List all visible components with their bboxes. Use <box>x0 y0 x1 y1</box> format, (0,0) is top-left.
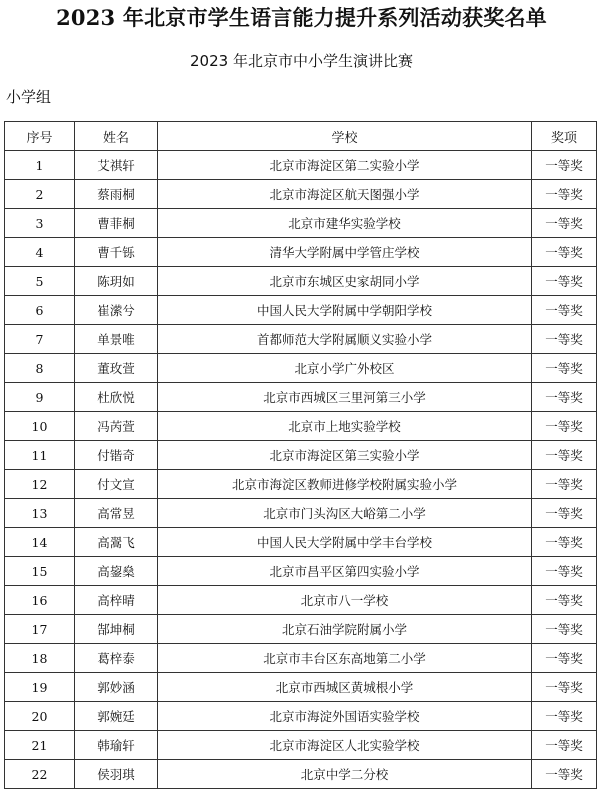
table-row <box>5 499 597 528</box>
cell-no: 3 <box>5 209 75 238</box>
table-row <box>5 615 597 644</box>
cell-award: 一等奖 <box>532 615 597 644</box>
cell-no: 10 <box>5 412 75 441</box>
section-label: 小学组 <box>6 88 52 106</box>
cell-school: 北京市门头沟区大峪第二小学 <box>158 499 532 528</box>
cell-award: 一等奖 <box>532 557 597 586</box>
cell-school: 北京市海淀区航天图强小学 <box>158 180 532 209</box>
table-row <box>5 731 597 760</box>
cell-school: 北京市海淀区人北实验学校 <box>158 731 532 760</box>
cell-name: 董玫萱 <box>75 354 158 383</box>
cell-name: 曹菲桐 <box>75 209 158 238</box>
cell-no: 18 <box>5 644 75 673</box>
cell-school: 中国人民大学附属中学朝阳学校 <box>158 296 532 325</box>
cell-name: 杜欣悦 <box>75 383 158 412</box>
cell-name: 冯芮萱 <box>75 412 158 441</box>
cell-no: 8 <box>5 354 75 383</box>
cell-no: 4 <box>5 238 75 267</box>
cell-school: 北京市海淀外国语实验学校 <box>158 702 532 731</box>
cell-school: 中国人民大学附属中学丰台学校 <box>158 528 532 557</box>
cell-award: 一等奖 <box>532 412 597 441</box>
table-row <box>5 412 597 441</box>
table-row <box>5 296 597 325</box>
cell-award: 一等奖 <box>532 383 597 412</box>
cell-no: 15 <box>5 557 75 586</box>
cell-name: 葛梓泰 <box>75 644 158 673</box>
cell-award: 一等奖 <box>532 470 597 499</box>
table-row <box>5 238 597 267</box>
cell-award: 一等奖 <box>532 325 597 354</box>
cell-no: 7 <box>5 325 75 354</box>
cell-name: 郜坤桐 <box>75 615 158 644</box>
header-no: 序号 <box>5 122 75 151</box>
cell-award: 一等奖 <box>532 209 597 238</box>
cell-award: 一等奖 <box>532 528 597 557</box>
table-body <box>5 151 597 789</box>
cell-no: 11 <box>5 441 75 470</box>
cell-no: 22 <box>5 760 75 789</box>
table-row <box>5 267 597 296</box>
cell-school: 北京市海淀区第二实验小学 <box>158 151 532 180</box>
cell-no: 21 <box>5 731 75 760</box>
cell-award: 一等奖 <box>532 760 597 789</box>
cell-school: 北京市八一学校 <box>158 586 532 615</box>
table-row <box>5 528 597 557</box>
cell-school: 北京市海淀区第三实验小学 <box>158 441 532 470</box>
cell-award: 一等奖 <box>532 731 597 760</box>
cell-name: 高鋆燊 <box>75 557 158 586</box>
document-title: 2023 年北京市学生语言能力提升系列活动获奖名单 <box>56 5 547 30</box>
cell-no: 9 <box>5 383 75 412</box>
table-row <box>5 325 597 354</box>
cell-name: 侯羽琪 <box>75 760 158 789</box>
cell-award: 一等奖 <box>532 151 597 180</box>
table-row <box>5 470 597 499</box>
cell-award: 一等奖 <box>532 586 597 615</box>
cell-school: 北京中学二分校 <box>158 760 532 789</box>
cell-name: 曹千铄 <box>75 238 158 267</box>
table-header <box>5 122 597 151</box>
cell-award: 一等奖 <box>532 644 597 673</box>
cell-no: 17 <box>5 615 75 644</box>
cell-name: 韩瑜轩 <box>75 731 158 760</box>
cell-award: 一等奖 <box>532 180 597 209</box>
header-school: 学校 <box>158 122 532 151</box>
cell-school: 北京市昌平区第四实验小学 <box>158 557 532 586</box>
cell-school: 北京市丰台区东高地第二小学 <box>158 644 532 673</box>
cell-award: 一等奖 <box>532 238 597 267</box>
cell-name: 蔡雨桐 <box>75 180 158 209</box>
cell-no: 1 <box>5 151 75 180</box>
document-subtitle: 2023 年北京市中小学生演讲比赛 <box>190 52 413 70</box>
cell-name: 艾祺轩 <box>75 151 158 180</box>
cell-name: 付文宣 <box>75 470 158 499</box>
table-row <box>5 586 597 615</box>
cell-name: 郭婉廷 <box>75 702 158 731</box>
cell-no: 12 <box>5 470 75 499</box>
table-row <box>5 557 597 586</box>
table-row <box>5 354 597 383</box>
cell-name: 高常昱 <box>75 499 158 528</box>
table-header-row <box>5 122 597 151</box>
cell-award: 一等奖 <box>532 702 597 731</box>
cell-no: 16 <box>5 586 75 615</box>
cell-school: 首都师范大学附属顺义实验小学 <box>158 325 532 354</box>
cell-no: 19 <box>5 673 75 702</box>
table-row <box>5 644 597 673</box>
cell-name: 高梓晴 <box>75 586 158 615</box>
cell-name: 陈玥如 <box>75 267 158 296</box>
cell-award: 一等奖 <box>532 499 597 528</box>
table-row <box>5 760 597 789</box>
table-row <box>5 209 597 238</box>
cell-award: 一等奖 <box>532 673 597 702</box>
header-name: 姓名 <box>75 122 158 151</box>
cell-school: 北京市建华实验学校 <box>158 209 532 238</box>
award-table <box>4 121 597 789</box>
cell-no: 20 <box>5 702 75 731</box>
table-row <box>5 702 597 731</box>
cell-no: 13 <box>5 499 75 528</box>
cell-name: 单景唯 <box>75 325 158 354</box>
cell-award: 一等奖 <box>532 354 597 383</box>
cell-name: 崔潆兮 <box>75 296 158 325</box>
table-row <box>5 673 597 702</box>
cell-no: 6 <box>5 296 75 325</box>
cell-award: 一等奖 <box>532 441 597 470</box>
cell-no: 5 <box>5 267 75 296</box>
cell-school: 清华大学附属中学管庄学校 <box>158 238 532 267</box>
table-row <box>5 441 597 470</box>
cell-school: 北京市海淀区教师进修学校附属实验小学 <box>158 470 532 499</box>
table-row <box>5 180 597 209</box>
cell-name: 郭妙涵 <box>75 673 158 702</box>
cell-school: 北京市东城区史家胡同小学 <box>158 267 532 296</box>
cell-name: 付锴奇 <box>75 441 158 470</box>
cell-award: 一等奖 <box>532 296 597 325</box>
cell-no: 2 <box>5 180 75 209</box>
cell-school: 北京市西城区黄城根小学 <box>158 673 532 702</box>
table-row <box>5 383 597 412</box>
table-row <box>5 151 597 180</box>
cell-no: 14 <box>5 528 75 557</box>
cell-school: 北京石油学院附属小学 <box>158 615 532 644</box>
cell-school: 北京市西城区三里河第三小学 <box>158 383 532 412</box>
cell-school: 北京市上地实验学校 <box>158 412 532 441</box>
header-award: 奖项 <box>532 122 597 151</box>
cell-name: 高翯飞 <box>75 528 158 557</box>
cell-school: 北京小学广外校区 <box>158 354 532 383</box>
cell-award: 一等奖 <box>532 267 597 296</box>
